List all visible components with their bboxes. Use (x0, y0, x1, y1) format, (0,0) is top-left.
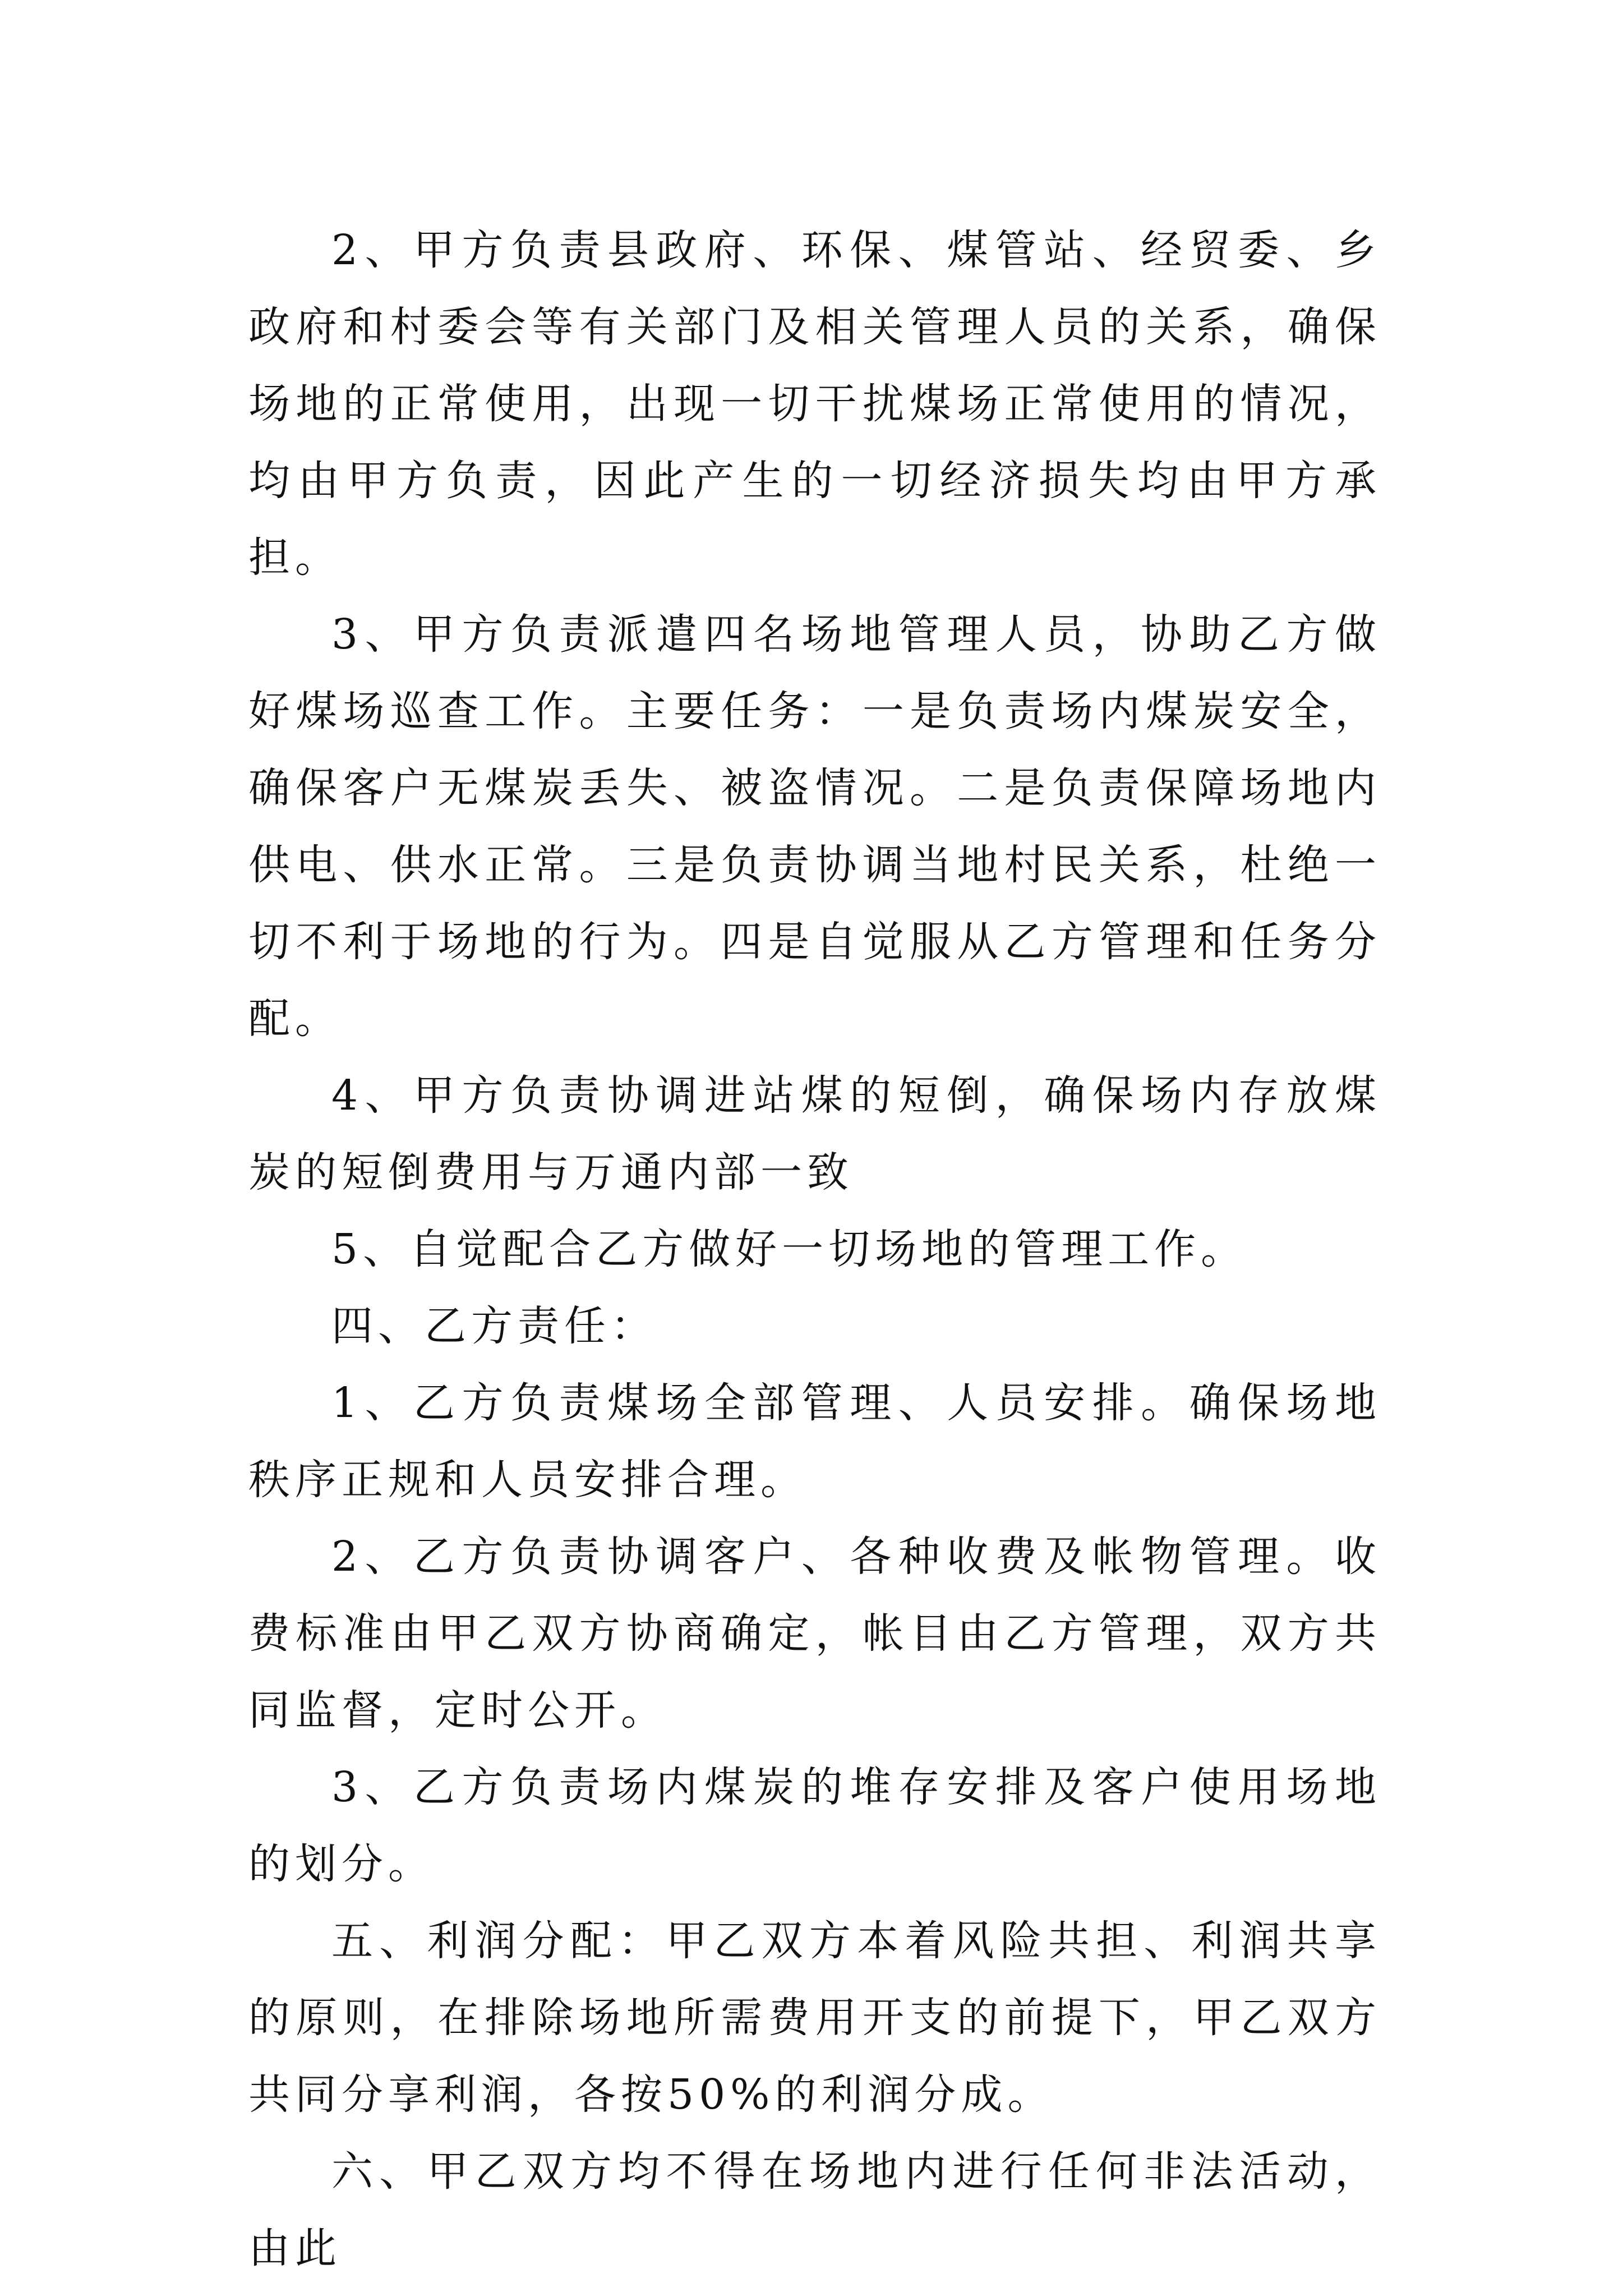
paragraph-illegal-activity: 六、甲乙双方均不得在场地内进行任何非法活动，由此 (248, 2147, 1381, 2272)
paragraph-profit-distribution: 五、利润分配：甲乙双方本着风险共担、利润共享的原则，在排除场地所需费用开支的前提下，甲乙双方共同分享利润，各按50%的利润分成。 (248, 1917, 1381, 2119)
document-body (248, 212, 1381, 2287)
paragraph-party-a-duty-3: 3、甲方负责派遣四名场地管理人员，协助乙方做好煤场巡查工作。主要任务：一是负责场内煤炭安全，确保客户无煤炭丢失、被盗情况。二是负责保障场地内供电、供水正常。三是负责协调当地村民关系，杜绝一切不利于场地的行为。四是自觉服从乙方管理和任务分配。 (248, 610, 1381, 1043)
paragraph-party-b-duty-2: 2、乙方负责协调客户、各种收费及帐物管理。收费标准由甲乙双方协商确定，帐目由乙方管理，双方共同监督，定时公开。 (248, 1533, 1381, 1734)
section-heading-party-b: 四、乙方责任： (331, 1302, 657, 1350)
paragraph-party-a-duty-5: 5、自觉配合乙方做好一切场地的管理工作。 (331, 1225, 1248, 1273)
paragraph-party-a-duty-2: 2、甲方负责县政府、环保、煤管站、经贸委、乡政府和村委会等有关部门及相关管理人员的关系，确保场地的正常使用，出现一切干扰煤场正常使用的情况，均由甲方负责，因此产生的一切经济损失均由甲方承担。 (248, 226, 1381, 582)
paragraph-party-b-duty-1: 1、乙方负责煤场全部管理、人员安排。确保场地秩序正规和人员安排合理。 (248, 1379, 1381, 1504)
paragraph-party-b-duty-3: 3、乙方负责场内煤炭的堆存安排及客户使用场地的划分。 (248, 1763, 1381, 1888)
paragraph-party-a-duty-4: 4、甲方负责协调进站煤的短倒，确保场内存放煤炭的短倒费用与万通内部一致 (248, 1071, 1381, 1197)
